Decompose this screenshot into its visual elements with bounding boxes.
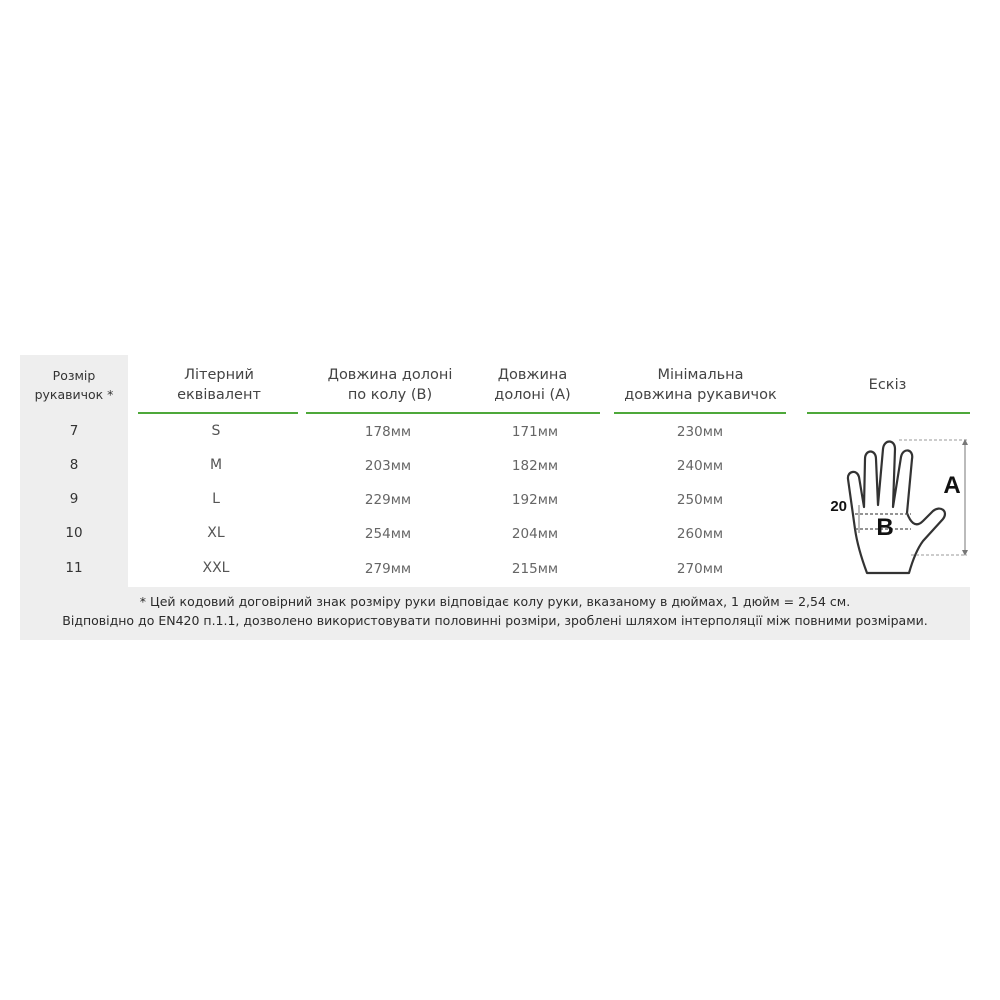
hand-sketch: [815, 435, 975, 585]
size-chart-table: [20, 355, 970, 640]
header-letter-line1: Літерний: [184, 367, 254, 383]
size-cell: 9: [69, 491, 79, 507]
header-underline: [470, 412, 600, 414]
header-sketch-label: Ескіз: [868, 377, 907, 393]
header-underline: [614, 412, 786, 414]
footnote-line-2: Відповідно до EN420 п.1.1, дозволено використовувати половинні розміри, зроблені шляхом інтерполяції між повними розмірами.: [62, 613, 928, 628]
circumference-cell: 229мм: [364, 492, 412, 508]
header-sketch: [805, 355, 970, 415]
label-b: B: [876, 514, 894, 541]
header-length-line2: долоні (A): [494, 387, 571, 403]
header-min-length-line2: довжина рукавичок: [624, 387, 777, 403]
circumference-cell: 178мм: [364, 424, 412, 440]
min-length-cell: 250мм: [676, 492, 724, 508]
footnote-panel: [20, 587, 970, 640]
size-cell: 10: [65, 525, 83, 541]
label-offset: 20: [830, 498, 847, 515]
min-length-cell: 270мм: [676, 561, 724, 577]
length-cell: 182мм: [511, 458, 559, 474]
header-circumference-line1: Довжина долоні: [327, 367, 453, 383]
length-cell: 204мм: [511, 526, 559, 542]
size-cell: 8: [69, 457, 79, 473]
header-min-length-line1: Мінімальна: [657, 367, 744, 383]
length-cell: 192мм: [511, 492, 559, 508]
header-circumference-line2: по колу (B): [347, 387, 433, 403]
length-cell: 171мм: [511, 424, 559, 440]
circumference-cell: 279мм: [364, 561, 412, 577]
label-a: A: [943, 472, 961, 499]
header-glove-size-line1: Розмір: [52, 368, 96, 383]
header-glove-size-line2: рукавичок *: [34, 387, 114, 402]
footnote-line-1: * Цей кодовий договірний знак розміру руки відповідає колу руки, вказаному в дюймах, 1 дюйм = 2,54 см.: [139, 594, 851, 609]
size-cell: 11: [65, 560, 83, 576]
letter-cell: XL: [207, 525, 225, 541]
header-glove-size: [20, 355, 128, 415]
header-underline: [138, 412, 298, 414]
arrow-up-icon: [962, 439, 968, 445]
hand-outline-icon: [848, 442, 945, 574]
header-underline: [807, 412, 970, 414]
header-letter-line2: еквівалент: [177, 387, 261, 403]
length-cell: 215мм: [511, 561, 559, 577]
letter-cell: S: [211, 423, 221, 439]
min-length-cell: 260мм: [676, 526, 724, 542]
circumference-cell: 254мм: [364, 526, 412, 542]
min-length-cell: 230мм: [676, 424, 724, 440]
size-cell: 7: [69, 423, 79, 439]
header-palm-circumference: [305, 355, 475, 415]
letter-cell: M: [209, 457, 223, 473]
min-length-cell: 240мм: [676, 458, 724, 474]
circumference-cell: 203мм: [364, 458, 412, 474]
header-length-line1: Довжина: [497, 367, 568, 383]
letter-cell: XXL: [202, 560, 230, 576]
header-underline: [306, 412, 474, 414]
header-letter-equivalent: [144, 355, 294, 415]
letter-cell: L: [212, 491, 220, 507]
header-palm-length: [470, 355, 595, 415]
header-min-glove-length: [613, 355, 788, 415]
